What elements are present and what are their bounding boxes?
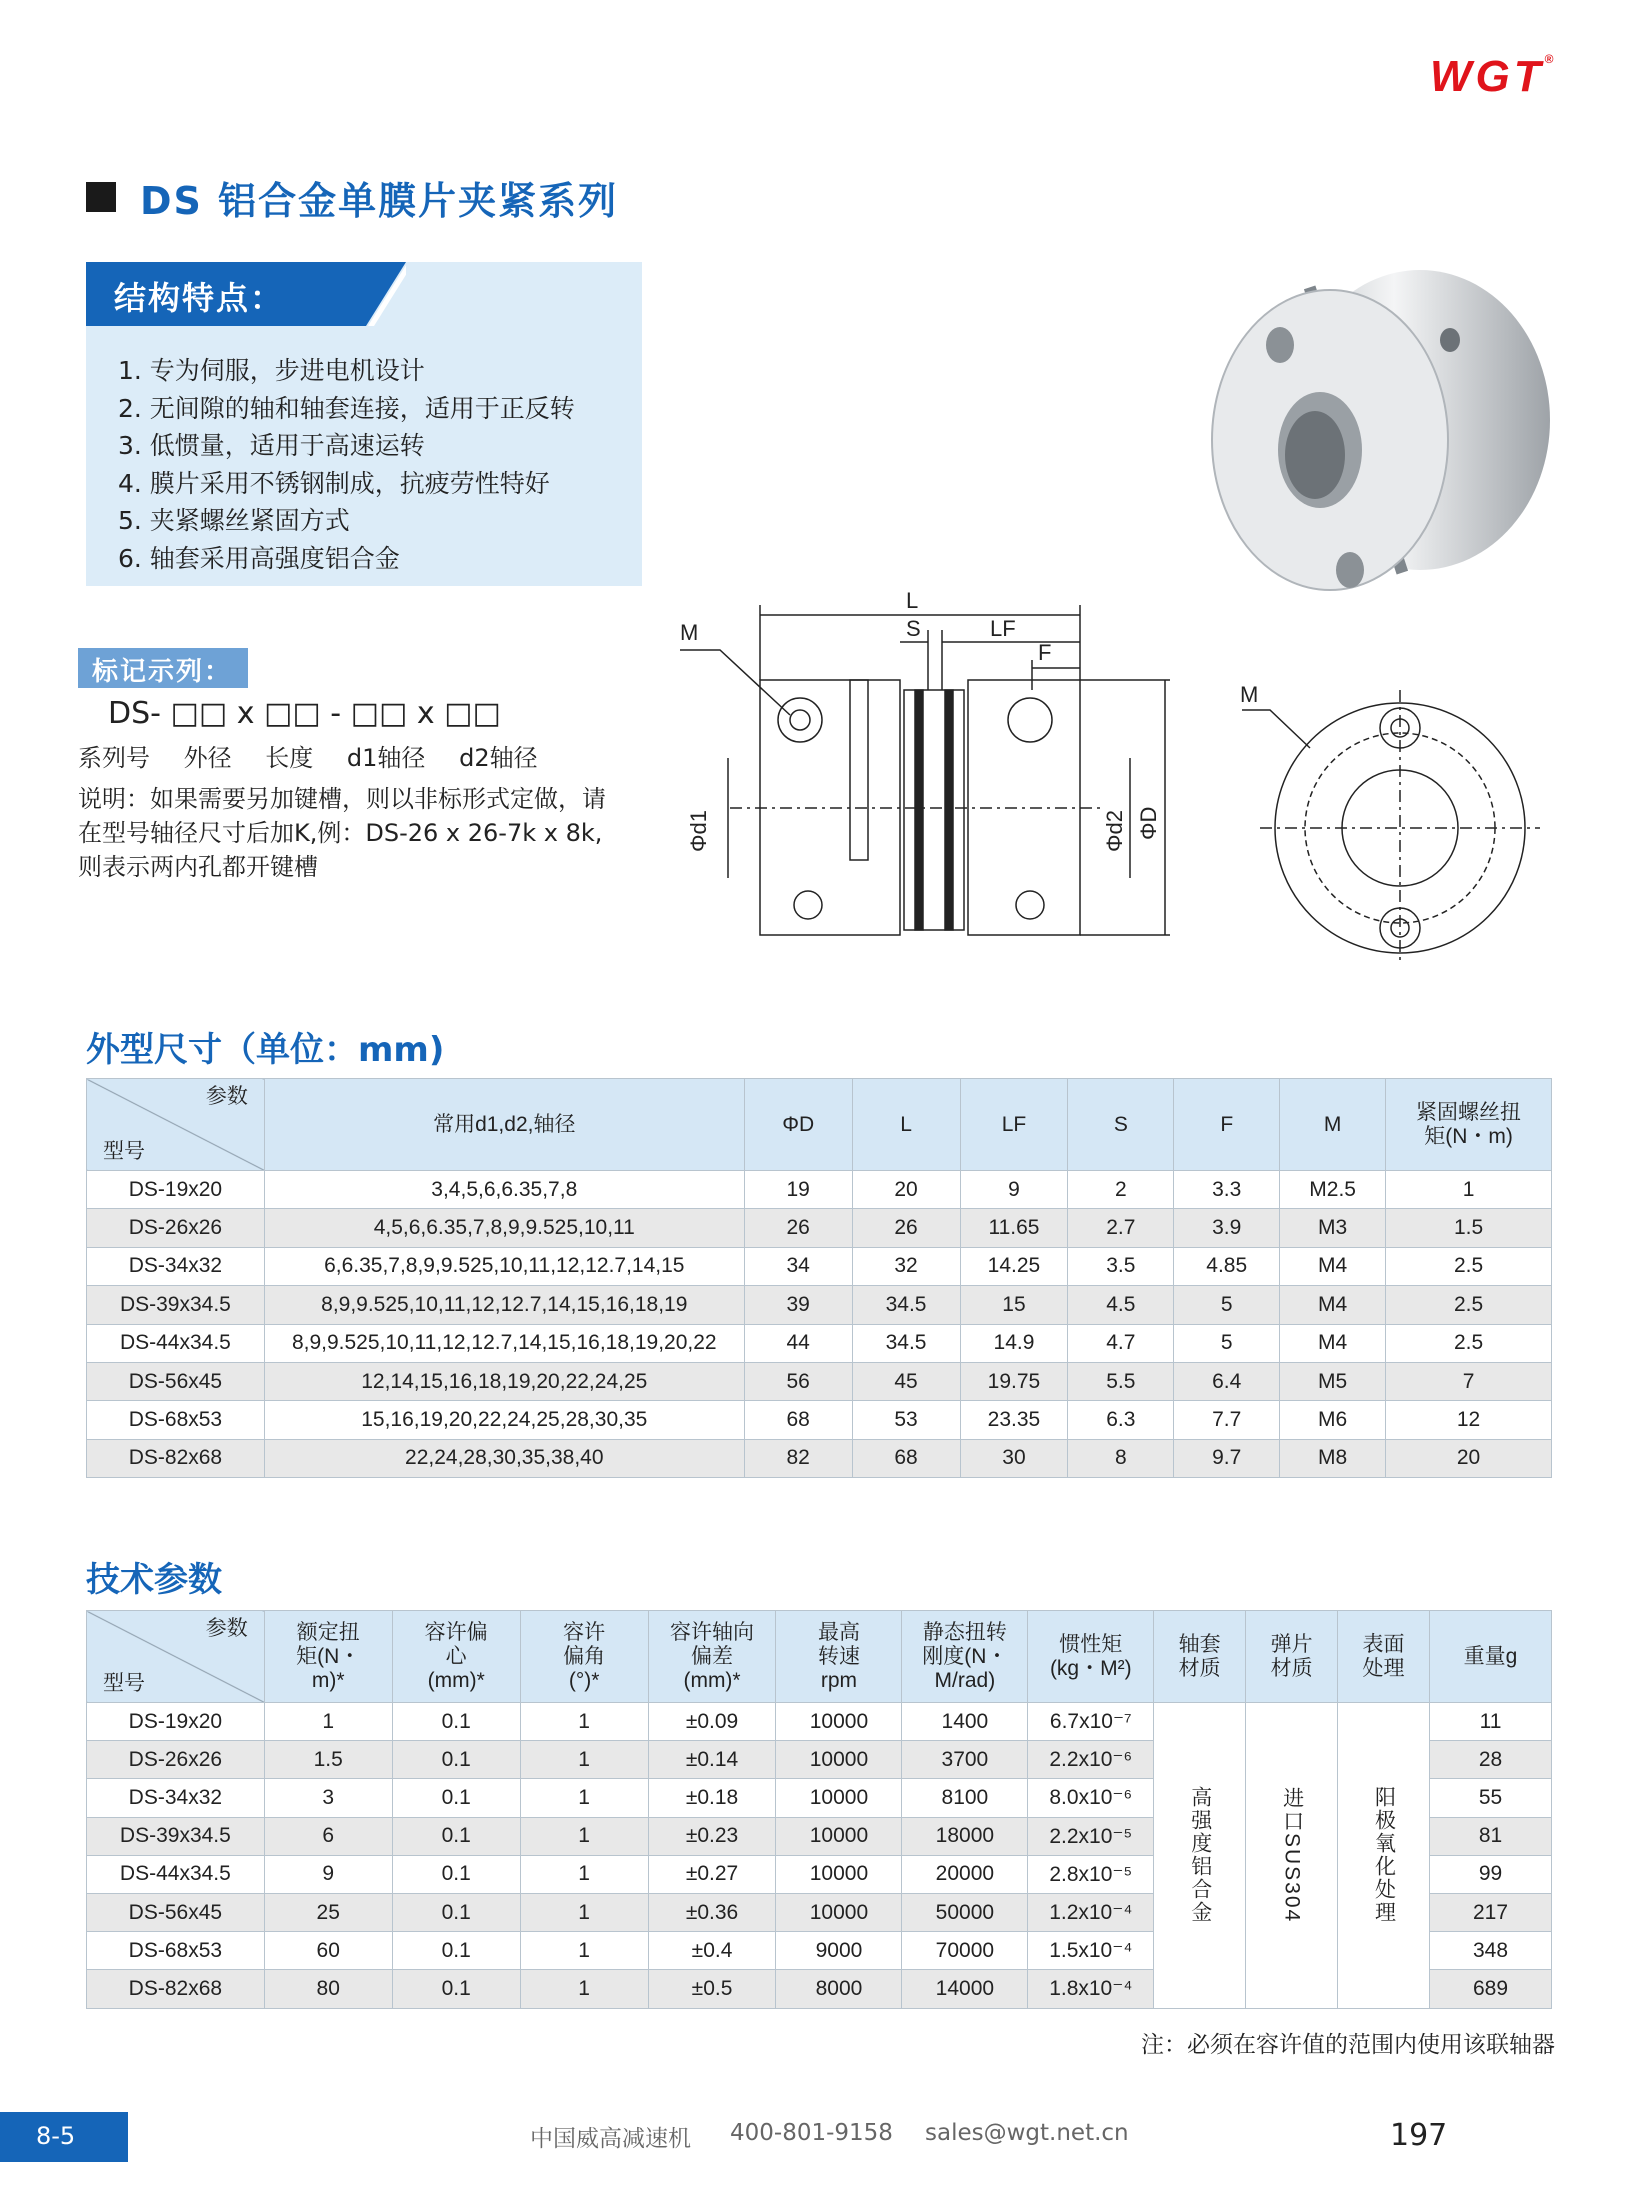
table-cell: 2.2x10⁻⁵ [1028, 1817, 1154, 1855]
table-cell: 0.1 [392, 1970, 520, 2008]
table-cell: 1 [264, 1703, 392, 1741]
table-cell: 22,24,28,30,35,38,40 [264, 1439, 744, 1477]
col-header: 重量g [1429, 1611, 1551, 1703]
spring-material-cell: 进口SUS304 [1246, 1703, 1338, 2009]
table-cell: ±0.18 [648, 1779, 776, 1817]
table-cell: 6,6.35,7,8,9,9.525,10,11,12,12.7,14,15 [264, 1247, 744, 1285]
table-cell: 8.0x10⁻⁶ [1028, 1779, 1154, 1817]
technical-drawing [660, 580, 1580, 960]
table-cell: 14.9 [960, 1324, 1068, 1362]
table-cell: 12 [1386, 1401, 1552, 1439]
table-cell: 2 [1068, 1171, 1174, 1209]
model-cell: DS-19x20 [87, 1703, 265, 1741]
table-cell: 68 [744, 1401, 852, 1439]
dimensions-title: 外型尺寸（单位：mm) [86, 1030, 445, 1070]
table-cell: 68 [852, 1439, 960, 1477]
surface-treatment-cell: 阳极氧化处理 [1338, 1703, 1430, 2009]
table-cell: 30 [960, 1439, 1068, 1477]
marking-tag: 标记示列： [78, 648, 248, 688]
model-cell: DS-44x34.5 [87, 1855, 265, 1893]
page-number: 197 [1390, 2118, 1448, 2153]
table-cell: 2.5 [1386, 1324, 1552, 1362]
table-row [87, 1171, 1552, 1209]
tech-body [87, 1703, 1552, 2009]
model-cell: DS-56x45 [87, 1362, 265, 1400]
table-cell: 1 [520, 1741, 648, 1779]
marking-label: d2轴径 [459, 744, 538, 772]
dim-M-label: M [680, 620, 699, 645]
table-cell: 8000 [776, 1970, 902, 2008]
table-cell: ±0.14 [648, 1741, 776, 1779]
col-header: 弹片材质 [1246, 1611, 1338, 1703]
model-cell: DS-26x26 [87, 1209, 265, 1247]
table-cell: 4.85 [1174, 1247, 1280, 1285]
feature-item: 6. 轴套采用高强度铝合金 [118, 543, 400, 573]
table-cell: 2.8x10⁻⁵ [1028, 1855, 1154, 1893]
table-cell: 0.1 [392, 1741, 520, 1779]
dimensions-corner: 参数 型号 [87, 1079, 265, 1171]
table-row [87, 1247, 1552, 1285]
table-cell: 1 [520, 1703, 648, 1741]
table-cell: 1.2x10⁻⁴ [1028, 1893, 1154, 1931]
table-cell: 34.5 [852, 1286, 960, 1324]
table-cell: 10000 [776, 1703, 902, 1741]
table-cell: 1 [520, 1817, 648, 1855]
model-cell: DS-26x26 [87, 1741, 265, 1779]
table-cell: 26 [852, 1209, 960, 1247]
feature-item: 5. 夹紧螺丝紧固方式 [118, 506, 350, 535]
table-cell: 15 [960, 1286, 1068, 1324]
tech-title: 技术参数 [86, 1560, 222, 1600]
dimensions-body [87, 1171, 1552, 1478]
section-tab: 8-5 [0, 2112, 128, 2162]
table-cell: 9 [264, 1855, 392, 1893]
dim-LF-label: LF [990, 616, 1016, 641]
table-cell: 12,14,15,16,18,19,20,22,24,25 [264, 1362, 744, 1400]
table-cell: ±0.09 [648, 1703, 776, 1741]
col-header: S [1068, 1079, 1174, 1171]
table-cell: ±0.27 [648, 1855, 776, 1893]
dim-d2-label: Φd2 [1102, 809, 1127, 852]
table-cell: ±0.5 [648, 1970, 776, 2008]
table-cell: 1.5 [264, 1741, 392, 1779]
marking-labels [78, 738, 564, 773]
table-cell: 20 [1386, 1439, 1552, 1477]
table-cell: 2.5 [1386, 1247, 1552, 1285]
table-cell: 1 [520, 1932, 648, 1970]
table-cell: 32 [852, 1247, 960, 1285]
table-cell: 10000 [776, 1741, 902, 1779]
table-cell: 2.5 [1386, 1286, 1552, 1324]
col-header: 轴套材质 [1154, 1611, 1246, 1703]
table-cell: 80 [264, 1970, 392, 2008]
table-cell: 56 [744, 1362, 852, 1400]
table-row [87, 1286, 1552, 1324]
table-cell: 7.7 [1174, 1401, 1280, 1439]
feature-item: 4. 膜片采用不锈钢制成，抗疲劳性特好 [118, 468, 550, 498]
model-cell: DS-34x32 [87, 1247, 265, 1285]
dim-F-label: F [1038, 640, 1052, 665]
table-cell: 23.35 [960, 1401, 1068, 1439]
table-cell: 0.1 [392, 1855, 520, 1893]
sleeve-material-cell: 高强度铝合金 [1154, 1703, 1246, 2009]
table-cell: 11.65 [960, 1209, 1068, 1247]
table-cell: 3 [264, 1779, 392, 1817]
table-cell: 34 [744, 1247, 852, 1285]
end-view-M-label: M [1240, 682, 1259, 707]
col-header: LF [960, 1079, 1068, 1171]
col-header: 静态扭转刚度(N・M/rad) [902, 1611, 1028, 1703]
col-header: 常用d1,d2,轴径 [264, 1079, 744, 1171]
table-cell: 3.3 [1174, 1171, 1280, 1209]
tech-table [86, 1610, 1552, 2009]
table-cell: ±0.4 [648, 1932, 776, 1970]
features-heading: 结构特点： [114, 279, 285, 317]
page-title: DS 铝合金单膜片夹紧系列 [140, 179, 619, 223]
table-cell: M4 [1280, 1286, 1386, 1324]
table-cell: 60 [264, 1932, 392, 1970]
table-cell: 26 [744, 1209, 852, 1247]
table-cell: 20 [852, 1171, 960, 1209]
table-cell: 45 [852, 1362, 960, 1400]
col-header: 额定扭矩(N・m)* [264, 1611, 392, 1703]
table-cell: 348 [1429, 1932, 1551, 1970]
table-cell: 8,9,9.525,10,11,12,12.7,14,15,16,18,19 [264, 1286, 744, 1324]
table-row [87, 1324, 1552, 1362]
table-cell: 3700 [902, 1741, 1028, 1779]
table-cell: M4 [1280, 1247, 1386, 1285]
col-header: ΦD [744, 1079, 852, 1171]
col-header: 表面处理 [1338, 1611, 1430, 1703]
table-cell: 0.1 [392, 1779, 520, 1817]
table-cell: 34.5 [852, 1324, 960, 1362]
col-header: 紧固螺丝扭矩(N・m) [1386, 1079, 1552, 1171]
table-cell: 70000 [902, 1932, 1028, 1970]
table-cell: 4.7 [1068, 1324, 1174, 1362]
table-cell: 6 [264, 1817, 392, 1855]
table-cell: M2.5 [1280, 1171, 1386, 1209]
col-header: L [852, 1079, 960, 1171]
table-cell: 6.3 [1068, 1401, 1174, 1439]
dim-L-label: L [906, 588, 919, 613]
keyway-note: 说明：如果需要另加键槽，则以非标形式定做，请在型号轴径尺寸后加K,例：DS-26 x 26-7k x 8k, 则表示两内孔都开键槽 [78, 785, 606, 881]
table-row [87, 1703, 1552, 1741]
table-cell: 3.5 [1068, 1247, 1174, 1285]
footer-company: 中国威高减速机 [530, 2126, 691, 2152]
model-cell: DS-34x32 [87, 1779, 265, 1817]
table-cell: 1 [520, 1779, 648, 1817]
tech-corner: 参数 型号 [87, 1611, 265, 1703]
table-cell: 8100 [902, 1779, 1028, 1817]
footer-email: sales@wgt.net.cn [925, 2120, 1129, 2146]
features-list [118, 352, 575, 577]
table-row [87, 1401, 1552, 1439]
marking-label: 外径 [183, 744, 232, 772]
model-cell: DS-68x53 [87, 1401, 265, 1439]
product-photo [1200, 250, 1570, 620]
marking-label: 系列号 [78, 744, 150, 772]
table-cell: 1.5x10⁻⁴ [1028, 1932, 1154, 1970]
table-cell: 5 [1174, 1324, 1280, 1362]
table-cell: M5 [1280, 1362, 1386, 1400]
table-row [87, 1439, 1552, 1477]
table-cell: 14000 [902, 1970, 1028, 2008]
col-header: 容许偏角(°)* [520, 1611, 648, 1703]
table-cell: 2.2x10⁻⁶ [1028, 1741, 1154, 1779]
table-cell: 6.4 [1174, 1362, 1280, 1400]
table-cell: 9 [960, 1171, 1068, 1209]
table-cell: 689 [1429, 1970, 1551, 2008]
model-cell: DS-39x34.5 [87, 1286, 265, 1324]
col-header: 容许轴向偏差(mm)* [648, 1611, 776, 1703]
table-cell: 10000 [776, 1893, 902, 1931]
table-cell: 11 [1429, 1703, 1551, 1741]
table-cell: 8,9,9.525,10,11,12,12.7,14,15,16,18,19,20,22 [264, 1324, 744, 1362]
table-row [87, 1362, 1552, 1400]
table-cell: 9000 [776, 1932, 902, 1970]
table-cell: ±0.36 [648, 1893, 776, 1931]
table-cell: 1 [520, 1855, 648, 1893]
table-cell: 0.1 [392, 1817, 520, 1855]
col-header: F [1174, 1079, 1280, 1171]
table-cell: 10000 [776, 1817, 902, 1855]
feature-item: 3. 低惯量，适用于高速运转 [118, 431, 425, 460]
table-cell: 20000 [902, 1855, 1028, 1893]
table-cell: 14.25 [960, 1247, 1068, 1285]
table-cell: 55 [1429, 1779, 1551, 1817]
table-cell: 3,4,5,6,6.35,7,8 [264, 1171, 744, 1209]
marking-code: DS- □□ x □□ - □□ x □□ [108, 696, 501, 731]
table-cell: 4.5 [1068, 1286, 1174, 1324]
col-header: M [1280, 1079, 1386, 1171]
brand-logo: WGT® [1430, 52, 1554, 101]
dimensions-table [86, 1078, 1552, 1478]
table-cell: 1.8x10⁻⁴ [1028, 1970, 1154, 2008]
table-cell: 10000 [776, 1855, 902, 1893]
dim-D-label: ΦD [1136, 806, 1161, 840]
table-cell: 1400 [902, 1703, 1028, 1741]
table-cell: 44 [744, 1324, 852, 1362]
table-cell: 1 [520, 1970, 648, 2008]
table-row [87, 1209, 1552, 1247]
title-square-icon [86, 182, 116, 212]
col-header: 容许偏心(mm)* [392, 1611, 520, 1703]
table-cell: 0.1 [392, 1703, 520, 1741]
table-cell: 7 [1386, 1362, 1552, 1400]
table-cell: 3.9 [1174, 1209, 1280, 1247]
marking-label: 长度 [265, 744, 314, 772]
model-cell: DS-39x34.5 [87, 1817, 265, 1855]
table-cell: 9.7 [1174, 1439, 1280, 1477]
table-cell: 81 [1429, 1817, 1551, 1855]
table-cell: 217 [1429, 1893, 1551, 1931]
table-cell: M4 [1280, 1324, 1386, 1362]
table-cell: 5 [1174, 1286, 1280, 1324]
model-cell: DS-19x20 [87, 1171, 265, 1209]
table-cell: 0.1 [392, 1932, 520, 1970]
table-cell: 25 [264, 1893, 392, 1931]
table-cell: 1 [1386, 1171, 1552, 1209]
model-cell: DS-68x53 [87, 1932, 265, 1970]
table-cell: 6.7x10⁻⁷ [1028, 1703, 1154, 1741]
col-header: 惯性矩(kg・M²) [1028, 1611, 1154, 1703]
feature-item: 2. 无间隙的轴和轴套连接，适用于正反转 [118, 393, 575, 423]
model-cell: DS-82x68 [87, 1970, 265, 2008]
table-cell: 19 [744, 1171, 852, 1209]
table-cell: M3 [1280, 1209, 1386, 1247]
table-cell: 39 [744, 1286, 852, 1324]
footnote: 注：必须在容许值的范围内使用该联轴器 [1141, 2032, 1555, 2058]
col-header: 最高转速rpm [776, 1611, 902, 1703]
table-cell: 18000 [902, 1817, 1028, 1855]
table-cell: 19.75 [960, 1362, 1068, 1400]
footer-phone: 400-801-9158 [730, 2120, 893, 2146]
table-cell: 15,16,19,20,22,24,25,28,30,35 [264, 1401, 744, 1439]
table-cell: 4,5,6,6.35,7,8,9,9.525,10,11 [264, 1209, 744, 1247]
table-cell: 99 [1429, 1855, 1551, 1893]
table-cell: 1 [520, 1893, 648, 1931]
table-cell: M6 [1280, 1401, 1386, 1439]
model-cell: DS-56x45 [87, 1893, 265, 1931]
table-cell: 5.5 [1068, 1362, 1174, 1400]
dim-S-label: S [906, 616, 921, 641]
table-cell: M8 [1280, 1439, 1386, 1477]
table-cell: 0.1 [392, 1893, 520, 1931]
table-cell: 82 [744, 1439, 852, 1477]
table-cell: 28 [1429, 1741, 1551, 1779]
table-cell: 10000 [776, 1779, 902, 1817]
dim-d1-label: Φd1 [686, 809, 711, 852]
model-cell: DS-82x68 [87, 1439, 265, 1477]
feature-item: 1. 专为伺服，步进电机设计 [118, 356, 425, 385]
table-cell: 1.5 [1386, 1209, 1552, 1247]
table-cell: ±0.23 [648, 1817, 776, 1855]
marking-label: d1轴径 [346, 744, 426, 772]
table-cell: 2.7 [1068, 1209, 1174, 1247]
table-cell: 50000 [902, 1893, 1028, 1931]
table-cell: 8 [1068, 1439, 1174, 1477]
table-cell: 53 [852, 1401, 960, 1439]
model-cell: DS-44x34.5 [87, 1324, 265, 1362]
